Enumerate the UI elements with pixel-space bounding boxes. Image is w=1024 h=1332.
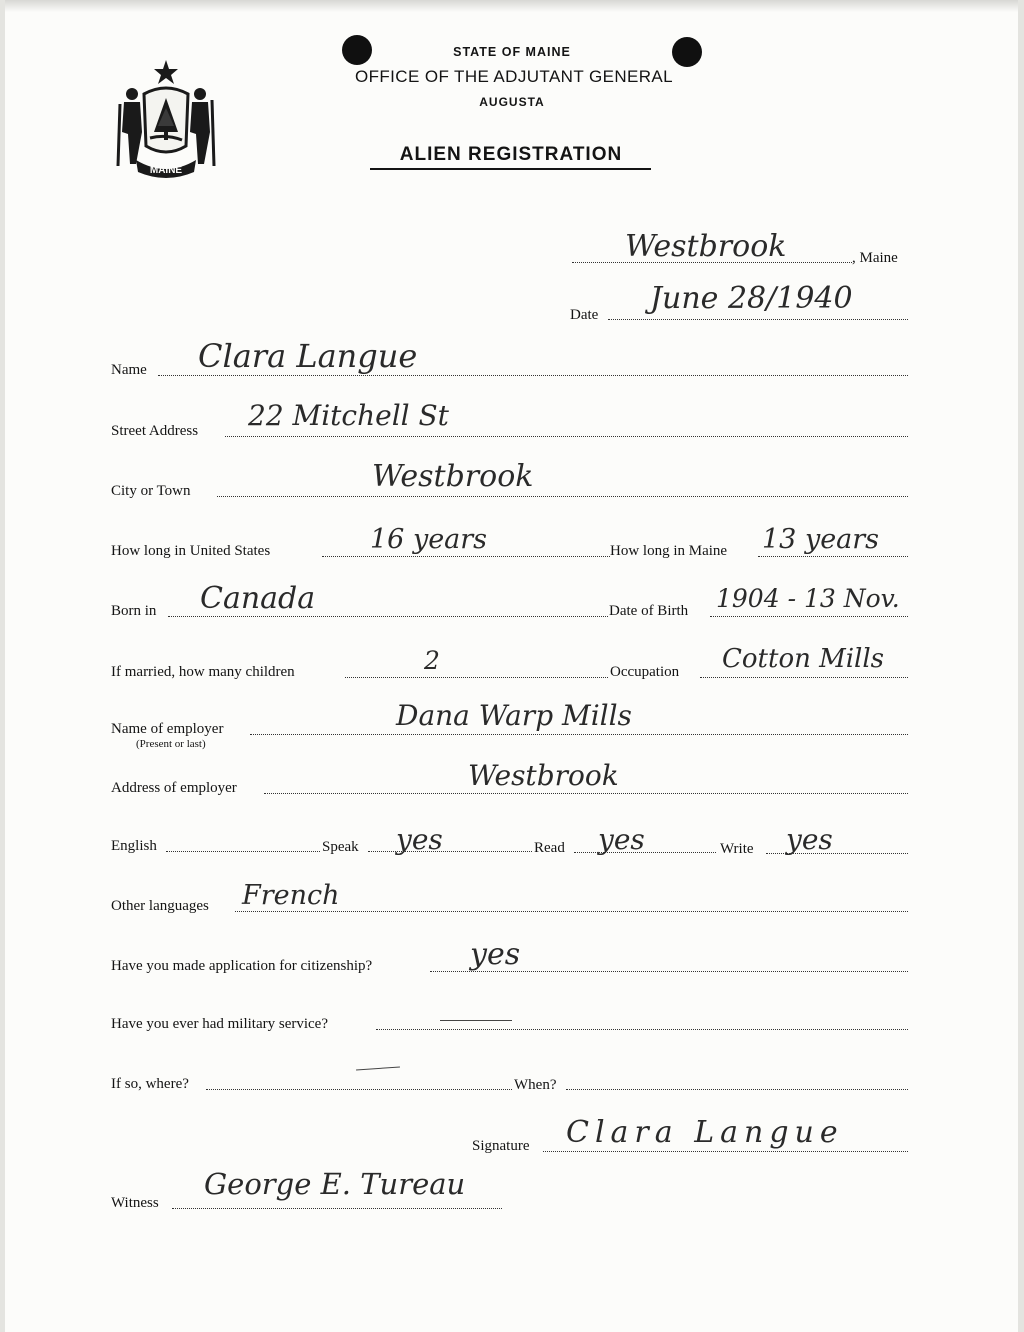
street-line: [225, 436, 908, 437]
born-value[interactable]: Canada: [200, 581, 316, 616]
maine-state-seal-icon: [110, 54, 222, 178]
employer-sublabel: (Present or last): [136, 738, 206, 750]
dob-label: Date of Birth: [609, 603, 689, 619]
us-years-line: [322, 556, 610, 557]
military-label: Have you ever had military service?: [111, 1016, 328, 1032]
date-value[interactable]: June 28/1940: [650, 281, 853, 316]
scan-right-edge: [1018, 0, 1024, 1332]
maine-years-line: [758, 556, 908, 557]
signature-line: [543, 1151, 908, 1152]
maine-years-label: How long in Maine: [610, 543, 728, 559]
name-value[interactable]: Clara Langue: [198, 337, 418, 375]
where-label: If so, where?: [111, 1076, 189, 1092]
employer-address-line: [264, 793, 908, 794]
speak-label: Speak: [322, 839, 359, 855]
name-line: [158, 375, 908, 376]
title-underline: [370, 168, 651, 170]
header-office: OFFICE OF THE ADJUTANT GENERAL: [354, 67, 674, 86]
employer-label: Name of employer: [111, 721, 224, 737]
street-value[interactable]: 22 Mitchell St: [248, 399, 449, 432]
city-line: [217, 496, 908, 497]
read-line: [574, 852, 716, 853]
born-line: [168, 616, 608, 617]
when-line: [566, 1089, 908, 1090]
occupation-line: [700, 677, 908, 678]
town-value[interactable]: Westbrook: [625, 229, 787, 264]
punch-hole-left: [342, 35, 372, 65]
city-label: City or Town: [111, 483, 191, 499]
employer-address-label: Address of employer: [111, 780, 237, 796]
dob-line: [710, 616, 908, 617]
employer-line: [250, 734, 908, 735]
form-title: ALIEN REGISTRATION: [399, 144, 623, 165]
date-label: Date: [570, 307, 599, 323]
write-label: Write: [720, 841, 754, 857]
where-dash-mark: [356, 1066, 400, 1070]
employer-address-value[interactable]: Westbrook: [468, 759, 619, 792]
town-suffix: , Maine: [852, 250, 898, 266]
name-label: Name: [111, 362, 147, 378]
scan-left-edge: [0, 0, 5, 1332]
citizenship-label: Have you made application for citizenship?: [111, 958, 373, 974]
witness-line: [172, 1208, 502, 1209]
military-dash-mark: [440, 1020, 512, 1021]
header-city: AUGUSTA: [479, 95, 545, 109]
signature-value[interactable]: Clara Langue: [566, 1115, 844, 1150]
read-value[interactable]: yes: [598, 823, 645, 856]
military-line: [376, 1029, 908, 1030]
when-label: When?: [514, 1077, 557, 1093]
scan-top-edge: [0, 0, 1024, 12]
children-label: If married, how many children: [111, 664, 295, 680]
us-years-value[interactable]: 16 years: [370, 524, 488, 555]
other-languages-label: Other languages: [111, 898, 209, 914]
born-label: Born in: [111, 603, 157, 619]
read-label: Read: [534, 840, 565, 856]
dob-value[interactable]: 1904 - 13 Nov.: [716, 584, 900, 613]
citizenship-value[interactable]: yes: [470, 937, 521, 972]
children-line: [345, 677, 608, 678]
english-label: English: [111, 838, 157, 854]
city-value[interactable]: Westbrook: [372, 459, 534, 494]
write-value[interactable]: yes: [786, 823, 833, 856]
employer-value[interactable]: Dana Warp Mills: [396, 699, 632, 732]
street-label: Street Address: [111, 423, 199, 439]
witness-value[interactable]: George E. Tureau: [204, 1167, 466, 1201]
other-languages-line: [235, 911, 908, 912]
speak-value[interactable]: yes: [396, 823, 443, 856]
speak-line: [368, 851, 532, 852]
date-line: [608, 319, 908, 320]
children-value[interactable]: 2: [424, 646, 440, 675]
where-line: [206, 1089, 512, 1090]
witness-label: Witness: [111, 1195, 159, 1211]
occupation-label: Occupation: [610, 664, 680, 680]
signature-label: Signature: [472, 1138, 530, 1154]
punch-hole-right: [672, 37, 702, 67]
seal-banner-text: MAINE: [149, 165, 183, 176]
us-years-label: How long in United States: [111, 543, 271, 559]
occupation-value[interactable]: Cotton Mills: [722, 644, 885, 674]
other-languages-value[interactable]: French: [242, 880, 340, 911]
maine-years-value[interactable]: 13 years: [762, 524, 880, 555]
header-state: STATE OF MAINE: [453, 45, 571, 59]
english-line: [166, 851, 320, 852]
